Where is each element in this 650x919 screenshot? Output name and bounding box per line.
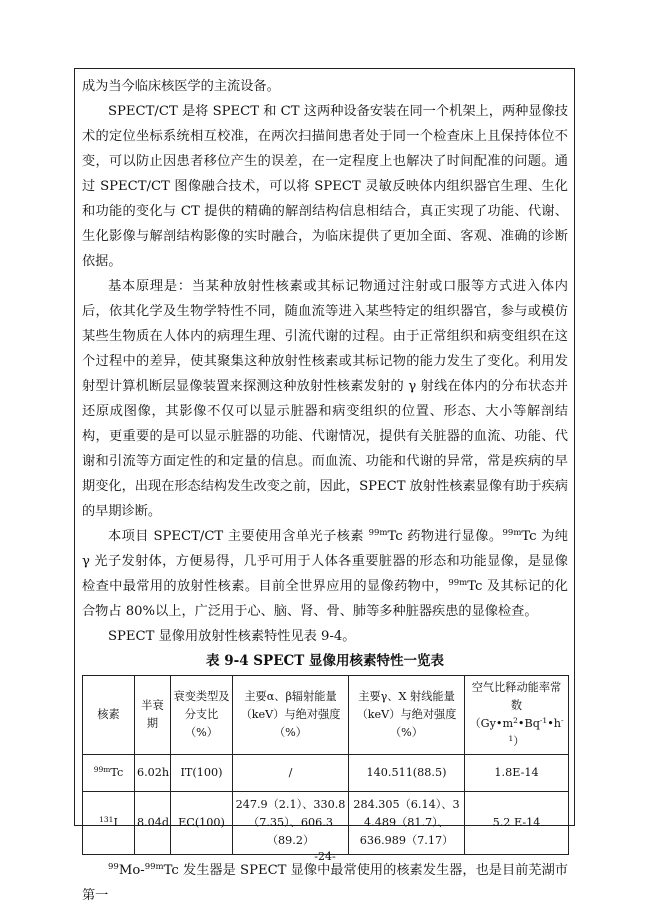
mass-number: 99m [368, 528, 388, 538]
cell-decay-type: IT(100) [171, 755, 233, 792]
cell-half-life: 8.04d [135, 792, 171, 855]
paragraph-table-ref: SPECT 显像用放射性核素特性见表 9-4。 [108, 629, 356, 644]
text-segment: Tc 为纯 γ 光子发射体，方便易得，几乎可用于人体各重要脏器的形态和功能显像，是显像检查中最常用的放射性核素。目前全世界应用的显像药物中， [82, 529, 568, 594]
cell-alpha-beta: 247.9（2.1）、330.8（7.35）、606.3（89.2） [233, 792, 349, 855]
unit-part: ） [513, 735, 525, 748]
header-air-kerma-unit [469, 717, 563, 748]
cell-alpha-beta: / [233, 755, 349, 792]
header-decay-type: 衰变类型及分支比（%） [171, 676, 233, 755]
unit-part: •h [547, 717, 561, 730]
text-segment: Mo- [118, 863, 145, 878]
document-body [82, 74, 568, 908]
cell-air-kerma: 5.2 E-14 [465, 792, 569, 855]
cell-nuclide [83, 755, 135, 792]
header-half-life: 半衰期 [135, 676, 171, 755]
mass-number: 99m [448, 578, 468, 588]
cell-decay-type: EC(100) [171, 792, 233, 855]
unit-part: •Bq [517, 717, 540, 730]
paragraph-tc99m [82, 524, 568, 624]
table-row [83, 755, 569, 792]
header-nuclide: 核素 [83, 676, 135, 755]
mass-number: 99m [144, 862, 164, 872]
header-alpha-beta: 主要α、β辐射能量（keV）与绝对强度（%） [233, 676, 349, 755]
nuclide-table [82, 675, 569, 855]
cell-nuclide [83, 792, 135, 855]
text-segment: Tc 及其标记的化合物占 80%以上，广泛用于心、脑、肾、骨、肺等多种脏器疾患的显像检查。 [82, 579, 568, 619]
table-caption: 表 9-4 SPECT 显像用核素特性一览表 [206, 653, 444, 669]
unit-exponent: -1 [539, 716, 548, 725]
cell-gamma-x: 284.305（6.14）、3 4.489（81.7）、636.989（7.17） [349, 792, 465, 855]
cell-half-life: 6.02h [135, 755, 171, 792]
text-segment: 本项目 SPECT/CT 主要使用含单光子核素 [108, 529, 369, 544]
mass-number: 131 [99, 815, 114, 824]
mass-number: 99m [502, 528, 522, 538]
header-gamma-x: 主要γ、X 射线能量（keV）与绝对强度（%） [349, 676, 465, 755]
cell-air-kerma: 1.8E-14 [465, 755, 569, 792]
element-symbol: Tc [110, 766, 124, 779]
mass-number: 99m [93, 765, 111, 774]
unit-part: （Gy•m [469, 717, 514, 730]
header-air-kerma-title: 空气比释动能率常数 [471, 681, 562, 712]
unit-exponent: -1 [508, 716, 564, 743]
page-number: -24- [314, 850, 336, 863]
table-header-row [83, 676, 569, 755]
paragraph-intro-line: 成为当今临床核医学的主流设备。 [82, 79, 280, 94]
table-row [83, 792, 569, 855]
mass-number: 99 [108, 862, 119, 872]
paragraph-spect-ct: SPECT/CT 是将 SPECT 和 CT 这两种设备安装在同一个机架上，两种显像技术的定位坐标系统相互校准，在两次扫描间患者处于同一个检查床上且保持体位不变，可以防止因患者移位产生的误差，在一定程度上也解决了时间配准的问题。通过 SPECT/CT 图像融合技术，可以将 SPECT 灵敏反映体内组织器官生理、生化和功能的变化与 CT 提供的精确的解剖结构信息相结合，真正实现了功能、代谢、生化影像与解剖结构影像的实时融合，为临床提供了更加全面、客观、准确的诊断依据。 [82, 104, 568, 269]
element-symbol: I [113, 816, 118, 829]
cell-gamma-x: 140.511(88.5) [349, 755, 465, 792]
text-segment: Tc 发生器是 SPECT 显像中最常使用的核素发生器，也是目前芜湖市第一 [82, 863, 568, 903]
text-segment: Tc 药物进行显像。 [387, 529, 503, 544]
header-air-kerma [465, 676, 569, 755]
paragraph-principle: 基本原理是：当某种放射性核素或其标记物通过注射或口服等方式进入体内后，依其化学及生物学特性不同，随血流等进入某些特定的组织器官，参与或模仿某些生物质在人体内的病理生理、引流代谢的过程。由于正常组织和病变组织在这个过程中的差异，使其聚集这种放射性核素或其标记物的能力发生了变化。利用发射型计算机断层显像装置来探测这种放射性核素发射的 γ 射线在体内的分布状态并还原成图像，其影像不仅可以显示脏器和病变组织的位置、形态、大小等解剖结构，更重要的是可以显示脏器的功能、代谢情况，提供有关脏器的血流、功能、代谢和引流等方面定性的和定量的信息。而血流、功能和代谢的异常，常是疾病的早期变化，出现在形态结构发生改变之前，因此，SPECT 放射性核素显像有助于疾病的早期诊断。 [82, 279, 568, 519]
unit-exponent: 2 [513, 716, 518, 725]
paragraph-generator [82, 858, 568, 908]
